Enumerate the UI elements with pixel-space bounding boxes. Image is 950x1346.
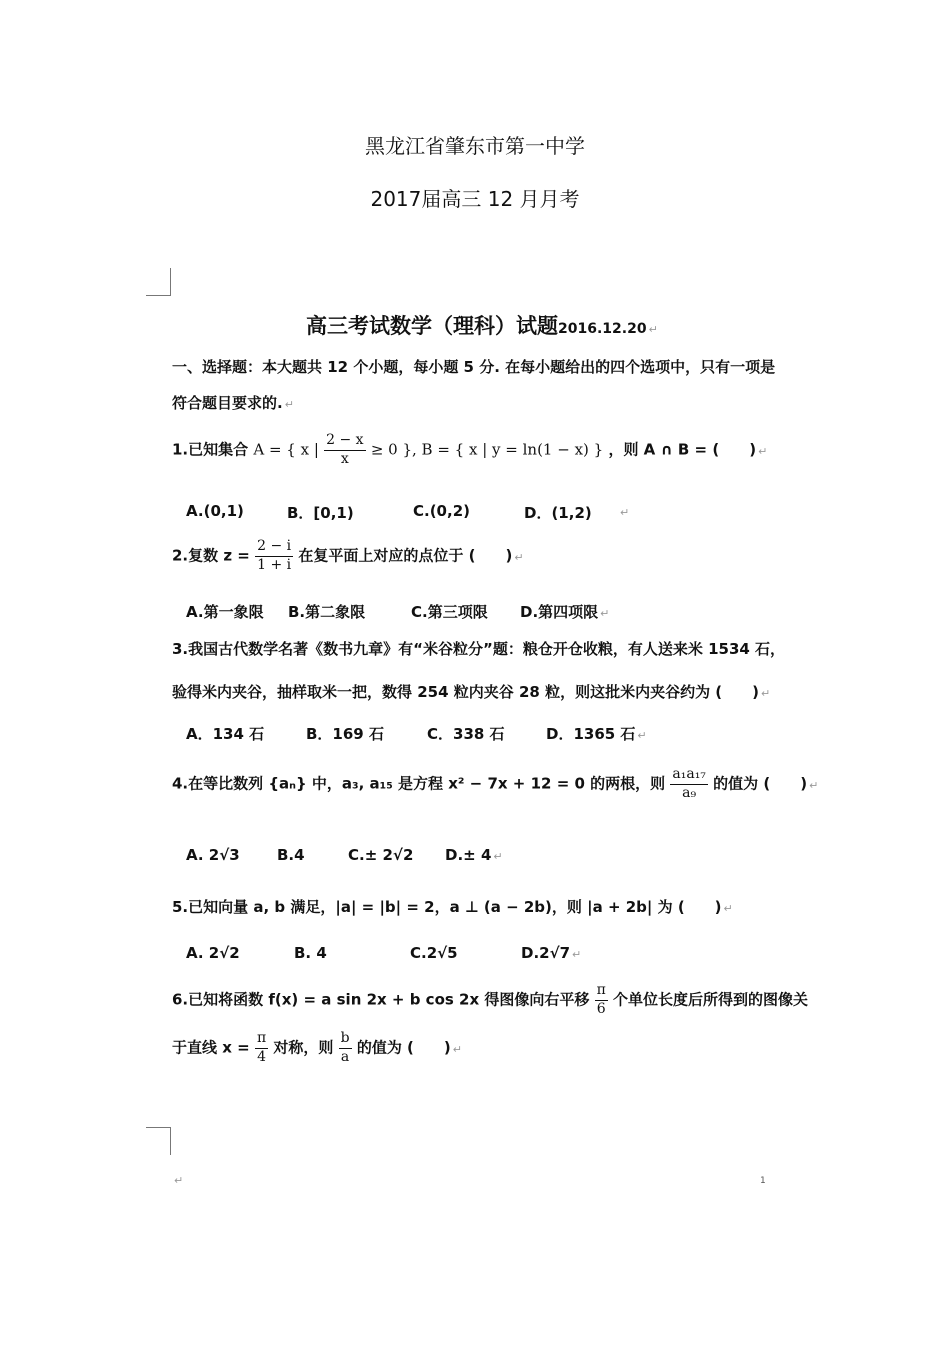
- q6-ratio-fraction: [339, 1030, 352, 1066]
- q6-ratio-den: a: [340, 1048, 350, 1065]
- question-2: [172, 538, 524, 574]
- q6-axis-den: 4: [257, 1048, 266, 1065]
- q1-fraction: [324, 432, 365, 468]
- q4-option-d: [445, 846, 503, 864]
- q3-line2-text: 验得米内夹谷，抽样取米一把，数得 254 粒内夹谷 28 粒，则这批米内夹谷约为 ( ): [172, 683, 760, 701]
- paragraph-mark-icon: ↵: [809, 778, 819, 792]
- q2-suffix: 在复平面上对应的点位于 ( ): [298, 546, 513, 565]
- paragraph-mark-icon: ↵: [600, 607, 610, 620]
- q5-option-d-text: D.2√7: [521, 944, 571, 962]
- question-4: [172, 766, 818, 802]
- q3-line2: [172, 681, 770, 702]
- q1-prefix: 1.已知集合: [172, 440, 249, 459]
- q2-prefix: 2.复数 z =: [172, 546, 250, 565]
- q3-option-a: A．134 石: [186, 725, 265, 743]
- q4-option-d-text: D.± 4: [445, 846, 492, 864]
- q3-line1: 3.我国古代数学名著《数书九章》有“米谷粒分”题：粮仓开仓收粮，有人送来米 1534 石，: [172, 640, 786, 658]
- q4-suffix: 的值为 ( ): [713, 774, 808, 793]
- q6-shift-den: 6: [596, 1000, 606, 1017]
- paragraph-mark-icon: ↵: [514, 550, 524, 564]
- school-name: 黑龙江省肇东市第一中学: [365, 134, 585, 158]
- paragraph-mark-icon: ↵: [620, 506, 630, 519]
- q6-ratio-num: b: [339, 1030, 352, 1049]
- paragraph-mark-icon: ↵: [493, 850, 503, 863]
- q4-option-c: C.± 2√2: [348, 846, 414, 864]
- q4-fraction: [670, 766, 708, 802]
- q5-option-c: C.2√5: [410, 944, 458, 962]
- paragraph-mark-icon: ↵: [174, 1174, 184, 1187]
- q6-shift-num: π: [595, 982, 608, 1001]
- q2-frac-num: 2 − i: [255, 538, 293, 557]
- q3-option-d-text: D．1365 石: [546, 725, 636, 743]
- q6-axis-fraction: [255, 1030, 268, 1066]
- question-6-line1: [172, 982, 808, 1018]
- page-number: 1: [760, 1176, 766, 1186]
- q6-line2-prefix: 于直线 x =: [172, 1038, 250, 1057]
- q1-option-c: C.(0,2): [413, 502, 470, 520]
- q2-option-c: C.第三项限: [411, 603, 488, 621]
- q5-option-b: B. 4: [294, 944, 327, 962]
- q4-option-a: A. 2√3: [186, 846, 240, 864]
- q1-option-b: B．[0,1): [287, 504, 354, 522]
- paragraph-mark-icon: ↵: [758, 444, 768, 458]
- q1-option-a: A.(0,1): [186, 502, 244, 520]
- q6-axis-num: π: [255, 1030, 268, 1049]
- q3-option-d: [546, 723, 647, 744]
- q2-option-d-text: D.第四项限: [520, 603, 599, 621]
- paper-title: [306, 310, 658, 340]
- q1-suffix: ，则 A ∩ B = ( ): [608, 440, 757, 459]
- q5-option-d: [521, 944, 581, 962]
- q4-prefix: 4.在等比数列 {aₙ} 中，a₃, a₁₅ 是方程 x² − 7x + 12 = 0 的两根，则: [172, 774, 666, 793]
- q6-prefix: 6.已知将函数 f(x) = a sin 2x + b cos 2x 得图像向右平移: [172, 990, 590, 1009]
- paragraph-mark-icon: ↵: [284, 398, 294, 411]
- section-instruction-line2: [172, 392, 294, 413]
- q6-shift-fraction: [595, 982, 608, 1018]
- section-instruction-line1: 一、选择题：本大题共 12 个小题，每小题 5 分. 在每小题给出的四个选项中，只有一项是: [172, 358, 776, 376]
- q2-option-d: [520, 601, 609, 622]
- paper-date: 2016.12.20: [558, 321, 647, 337]
- q2-option-a: A.第一象限: [186, 603, 264, 621]
- q3-option-b: B．169 石: [306, 725, 384, 743]
- exam-name: 2017届高三 12 月月考: [370, 187, 580, 211]
- question-6-line2: [172, 1030, 462, 1066]
- paragraph-mark-icon: ↵: [723, 902, 733, 915]
- question-5: [172, 896, 733, 917]
- q2-fraction: [255, 538, 293, 574]
- q1-frac-num: 2 − x: [324, 432, 365, 451]
- q1-set-a-right: ≥ 0 }, B = { x | y = ln(1 − x) }: [370, 440, 604, 459]
- q2-option-b: B.第二象限: [288, 603, 366, 621]
- q1-set-a-left: A = { x |: [253, 440, 319, 459]
- paragraph-mark-icon: ↵: [637, 729, 647, 742]
- paragraph-mark-icon: ↵: [761, 687, 771, 700]
- q3-option-c: C．338 石: [427, 725, 505, 743]
- q6-line2-mid: 对称，则: [273, 1038, 334, 1057]
- q6-line2-suffix: 的值为 ( ): [356, 1038, 451, 1057]
- q5-option-a: A. 2√2: [186, 944, 240, 962]
- q1-option-d: D．(1,2): [524, 504, 592, 522]
- q4-frac-den: a₉: [682, 784, 697, 801]
- question-1: [172, 432, 767, 468]
- paragraph-mark-icon: ↵: [452, 1042, 462, 1056]
- page-corner-mark-bottom: [146, 1127, 171, 1155]
- paragraph-mark-icon: ↵: [572, 948, 582, 961]
- paper-title-text: 高三考试数学（理科）试题: [306, 314, 558, 338]
- q1-frac-den: x: [340, 450, 349, 467]
- q4-option-b: B.4: [277, 846, 305, 864]
- page-corner-mark-top: [146, 268, 171, 296]
- q5-text: 5.已知向量 a, b 满足，|a| = |b| = 2，a ⊥ (a − 2b)，则 |a + 2b| 为 ( ): [172, 898, 722, 916]
- section-instruction-line2-text: 符合题目要求的.: [172, 394, 283, 412]
- paragraph-mark-icon: ↵: [648, 323, 658, 336]
- q6-mid: 个单位长度后所得到的图像关: [613, 990, 809, 1009]
- q4-frac-num: a₁a₁₇: [670, 766, 708, 785]
- q2-frac-den: 1 + i: [257, 556, 292, 573]
